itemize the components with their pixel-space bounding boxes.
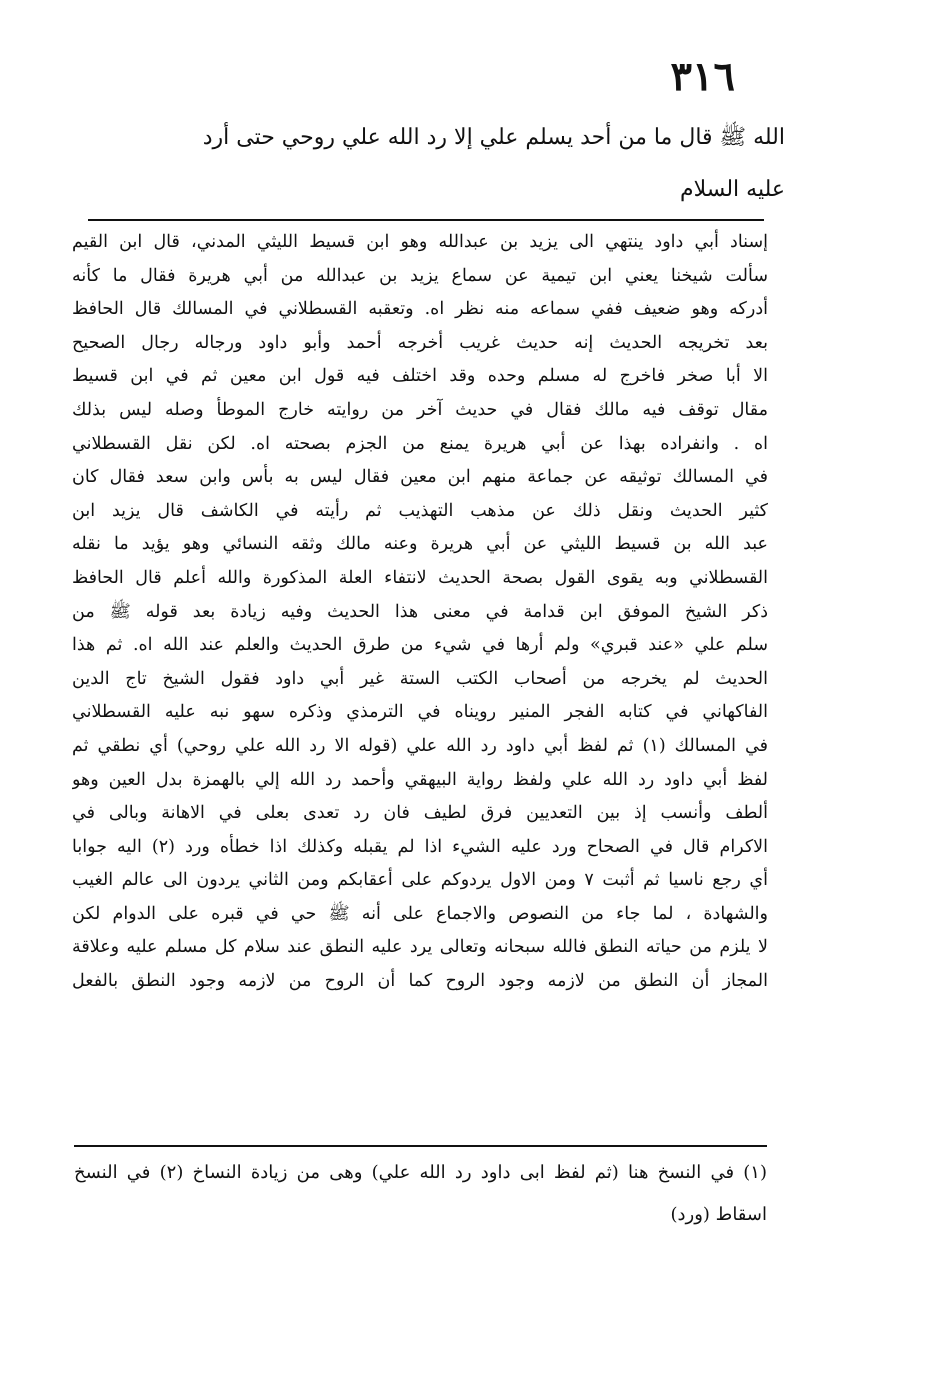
commentary-line: ألطف وأنسب إذ بين التعديين فرق لطيف فان رد تعدى بعلى في الاهانة وبالى في (72, 803, 768, 824)
commentary-line: الاكرام قال في الصحاح ورد عليه الشيء اذا لم يقبله وكذلك اذا خطأه ورد (٢) اليه جوابا (72, 836, 768, 857)
commentary-line: لا يلزم من حياته النطق فالله سبحانه وتعالى يرد عليه النطق عند سلام كل مسلم عليه وعلاقة (72, 937, 768, 958)
commentary-line: في المسالك توثيقه عن جماعة منهم ابن معين فقال ليس به بأس وابن سعد فقال كان (72, 467, 768, 488)
footnote-divider (74, 1145, 767, 1147)
hadith-text (125, 112, 785, 216)
commentary-line: القسطلاني وبه يقوى القول بصحة الحديث لانتفاء العلة المذكورة والله أعلم قال الحافظ (72, 567, 768, 588)
commentary-line: كثير الحديث ونقل ذلك عن مذهب التهذيب ثم رأيته في الكاشف قال يزيد ابن (72, 500, 768, 521)
commentary-line: والشهادة ، لما جاء من النصوص والاجماع على أنه ﷺ حي في قبره على الدوام لكن (72, 903, 768, 924)
commentary-line: الحديث لم يخرجه من أصحاب الكتب الستة غير أبي داود فقول الشيخ تاج الدين (72, 668, 768, 689)
commentary-text (72, 226, 768, 999)
commentary-line: اه . وانفراده بهذا عن أبي هريرة يمنع من الجزم بصحته اه. لكن نقل القسطلاني (72, 433, 768, 454)
commentary-line: إسناد أبي داود ينتهي الى يزيد بن عبدالله وهو ابن قسيط الليثي المدني، قال ابن القيم (72, 232, 768, 252)
commentary-line: أي رجع ناسيا ثم أثبت ٧ ومن الاول يردوكم على أعقابكم ومن الثاني يردون الى عالم الغيب (72, 870, 768, 891)
hadith-line: الله ﷺ قال ما من أحد يسلم علي إلا رد الله علي روحي حتى أرد (202, 125, 785, 150)
commentary-line: سلم علي «عند قبري» ولم أرها في شيء من طرق الحديث والعلم عند الله اه. ثم هذا (72, 635, 768, 656)
commentary-line: بعد تخريجه الحديث إنه حديث غريب أخرجه أحمد وأبو داود ورجاله رجال الصحيح (72, 332, 768, 353)
commentary-line: ذكر الشيخ الموفق ابن قدامة في معنى هذا الحديث وفيه زيادة بعد قوله ﷺ من (72, 601, 768, 622)
commentary-line: الفاكهاني في كتابه الفجر المنير رويناه في الترمذي وذكره سهو نبه عليه القسطلاني (72, 702, 768, 723)
commentary-line: الا أبا صخر فاخرج له مسلم وحده وقد اختلف فيه قول ابن معين ثم في ابن قسيط (72, 366, 768, 387)
footnote-line: (١) في النسخ هنا (ثم لفظ ابى داود رد الله علي) وهى من زيادة النساخ (٢) في النسخ (74, 1162, 767, 1183)
page-number: ٣١٦ (670, 53, 735, 100)
commentary-line: سألت شيخنا يعني ابن تيمية عن سماع يزيد بن عبدالله من أبي هريرة فقال ما كأنه (72, 265, 768, 286)
commentary-line: المجاز أن النطق من لازمه وجود الروح كما أن الروح من لازمه وجود النطق بالفعل (72, 971, 768, 992)
footnote-line: اسقاط (ورد) (670, 1204, 767, 1225)
commentary-line: مقال توقف فيه مالك فقال في حديث آخر من روايته خارج الموطأ وصله ليس بذلك (72, 399, 768, 420)
commentary-line: لفظ أبي داود رد الله علي ولفظ رواية البيهقي وأحمد رد الله إلي بالهمزة بدل العين وهو (72, 769, 768, 790)
section-divider (88, 219, 764, 221)
commentary-line: عبد الله بن قسيط الليثي عن أبي هريرة وعنه مالك وثقه النسائي وهو يؤيد ما نقله (72, 534, 768, 555)
footnotes (74, 1152, 767, 1236)
commentary-line: أدركه وهو ضعيف ففي سماعه منه نظر اه. وتعقبه القسطلاني في المسالك قال الحافظ (72, 299, 768, 320)
hadith-line: عليه السلام (679, 177, 785, 202)
commentary-line: في المسالك (١) ثم لفظ أبي داود رد الله علي (قوله الا رد الله علي روحي) أي نطقي ثم (72, 735, 768, 756)
